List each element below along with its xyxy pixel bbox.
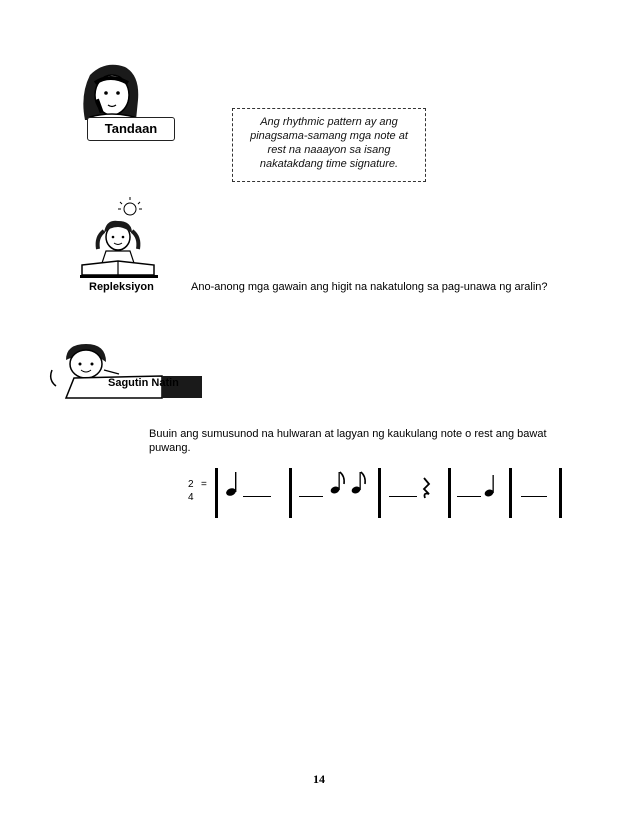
reflection-question: Ano-anong mga gawain ang higit na nakatulong sa pag-unawa ng aralin? <box>191 281 548 293</box>
note-line: Ang rhythmic pattern ay ang <box>260 116 398 128</box>
answer-blank <box>521 496 547 497</box>
note-line: nakatakdang time signature. <box>259 158 399 170</box>
girl-reading-illustration <box>78 197 168 279</box>
barline <box>559 468 562 518</box>
sagutin-natin-label: Sagutin Natin <box>108 377 179 389</box>
note-line: pinagsama-samang mga note at <box>250 130 408 142</box>
equals-sign: = <box>201 479 207 490</box>
boy-holding-sign-illustration <box>44 340 204 400</box>
exercise-instruction: Buuin ang sumusunod na hulwaran at lagyan ng kaukulang note o rest ang bawat puwang. <box>149 428 547 454</box>
quarter-note-icon <box>484 475 495 498</box>
eighth-note-icon <box>351 472 366 495</box>
quarter-note-icon <box>225 472 237 497</box>
answer-blank <box>299 496 323 497</box>
time-signature-bottom: 4 <box>188 492 194 503</box>
barline <box>448 468 451 518</box>
answer-blank <box>243 496 271 497</box>
repleksiyon-label: Repleksiyon <box>89 281 154 293</box>
answer-blank <box>389 496 417 497</box>
barline <box>289 468 292 518</box>
answer-blank <box>457 496 481 497</box>
barline <box>509 468 512 518</box>
barline <box>378 468 381 518</box>
note-line: rest na naaayon sa isang <box>267 144 391 156</box>
page-number: 14 <box>313 772 325 786</box>
time-signature-top: 2 <box>188 479 194 490</box>
rhythm-pattern <box>205 462 570 522</box>
eighth-note-icon <box>330 472 345 495</box>
reminder-note-box <box>232 108 426 182</box>
barline <box>215 468 218 518</box>
tandaan-label: Tandaan <box>87 117 175 141</box>
quarter-rest-icon <box>424 478 429 498</box>
